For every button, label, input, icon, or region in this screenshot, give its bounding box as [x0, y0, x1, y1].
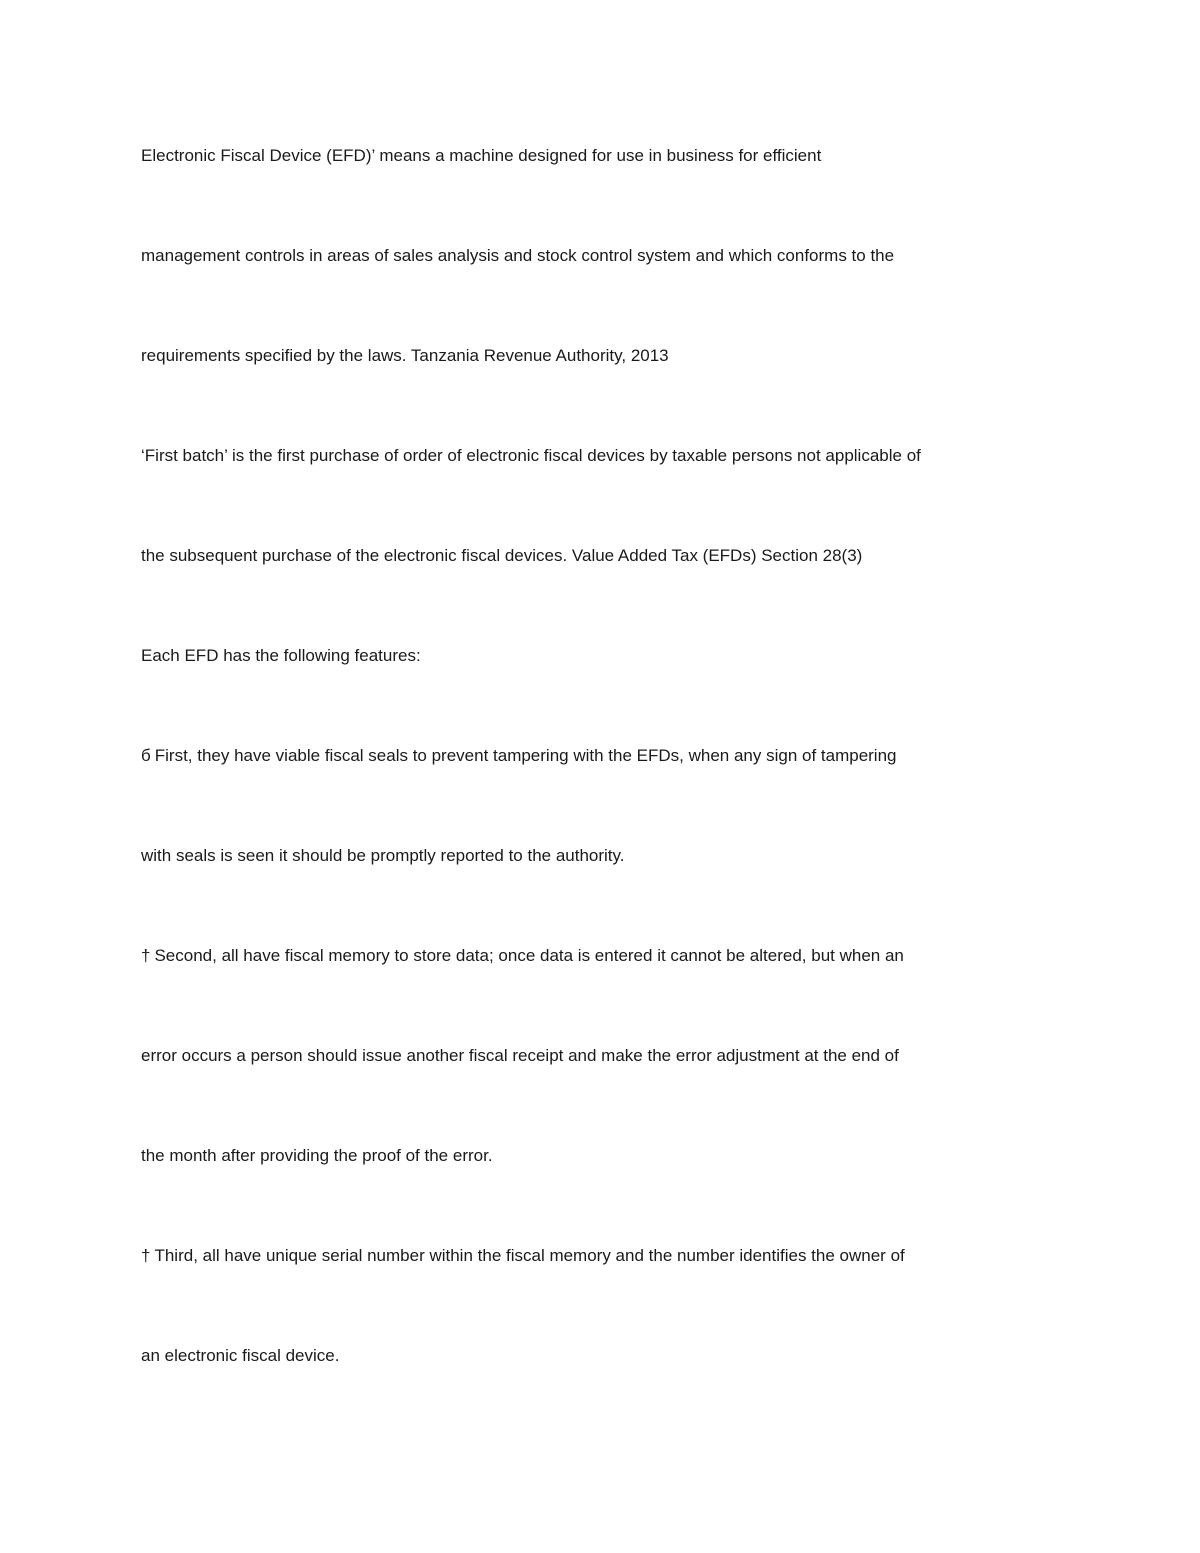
bullet-line-second: † Second, all have fiscal memory to store data; once data is entered it cannot be altered, but when an [141, 946, 904, 965]
text-line-13: an electronic fiscal device. [141, 1346, 340, 1365]
text-line-2: management controls in areas of sales analysis and stock control system and which conforms to the [141, 246, 895, 265]
bullet-glyph-3: † [141, 1246, 151, 1265]
text-line-3: requirements specified by the laws. Tanzania Revenue Authority, 2013 [141, 346, 669, 365]
text-line-4: ‘First batch’ is the first purchase of order of electronic fiscal devices by taxable persons not applicable of [141, 446, 921, 465]
bullet-line-first: б First, they have viable fiscal seals to prevent tampering with the EFDs, when any sign of tampering [141, 746, 897, 765]
bullet-glyph-2: † [141, 946, 151, 965]
bullet-line-third: † Third, all have unique serial number within the fiscal memory and the number identifies the owner of [141, 1246, 905, 1265]
text-line-1: Electronic Fiscal Device (EFD)’ means a machine designed for use in business for efficient [141, 146, 822, 165]
text-line-8: with seals is seen it should be promptly reported to the authority. [141, 846, 625, 865]
bullet-glyph-1: б [141, 746, 151, 765]
text-line-6: Each EFD has the following features: [141, 646, 421, 665]
text-line-11: the month after providing the proof of the error. [141, 1146, 493, 1165]
text-line-10: error occurs a person should issue another fiscal receipt and make the error adjustment at the end of [141, 1046, 899, 1065]
text-line-5: the subsequent purchase of the electronic fiscal devices. Value Added Tax (EFDs) Section 28(3) [141, 546, 863, 565]
